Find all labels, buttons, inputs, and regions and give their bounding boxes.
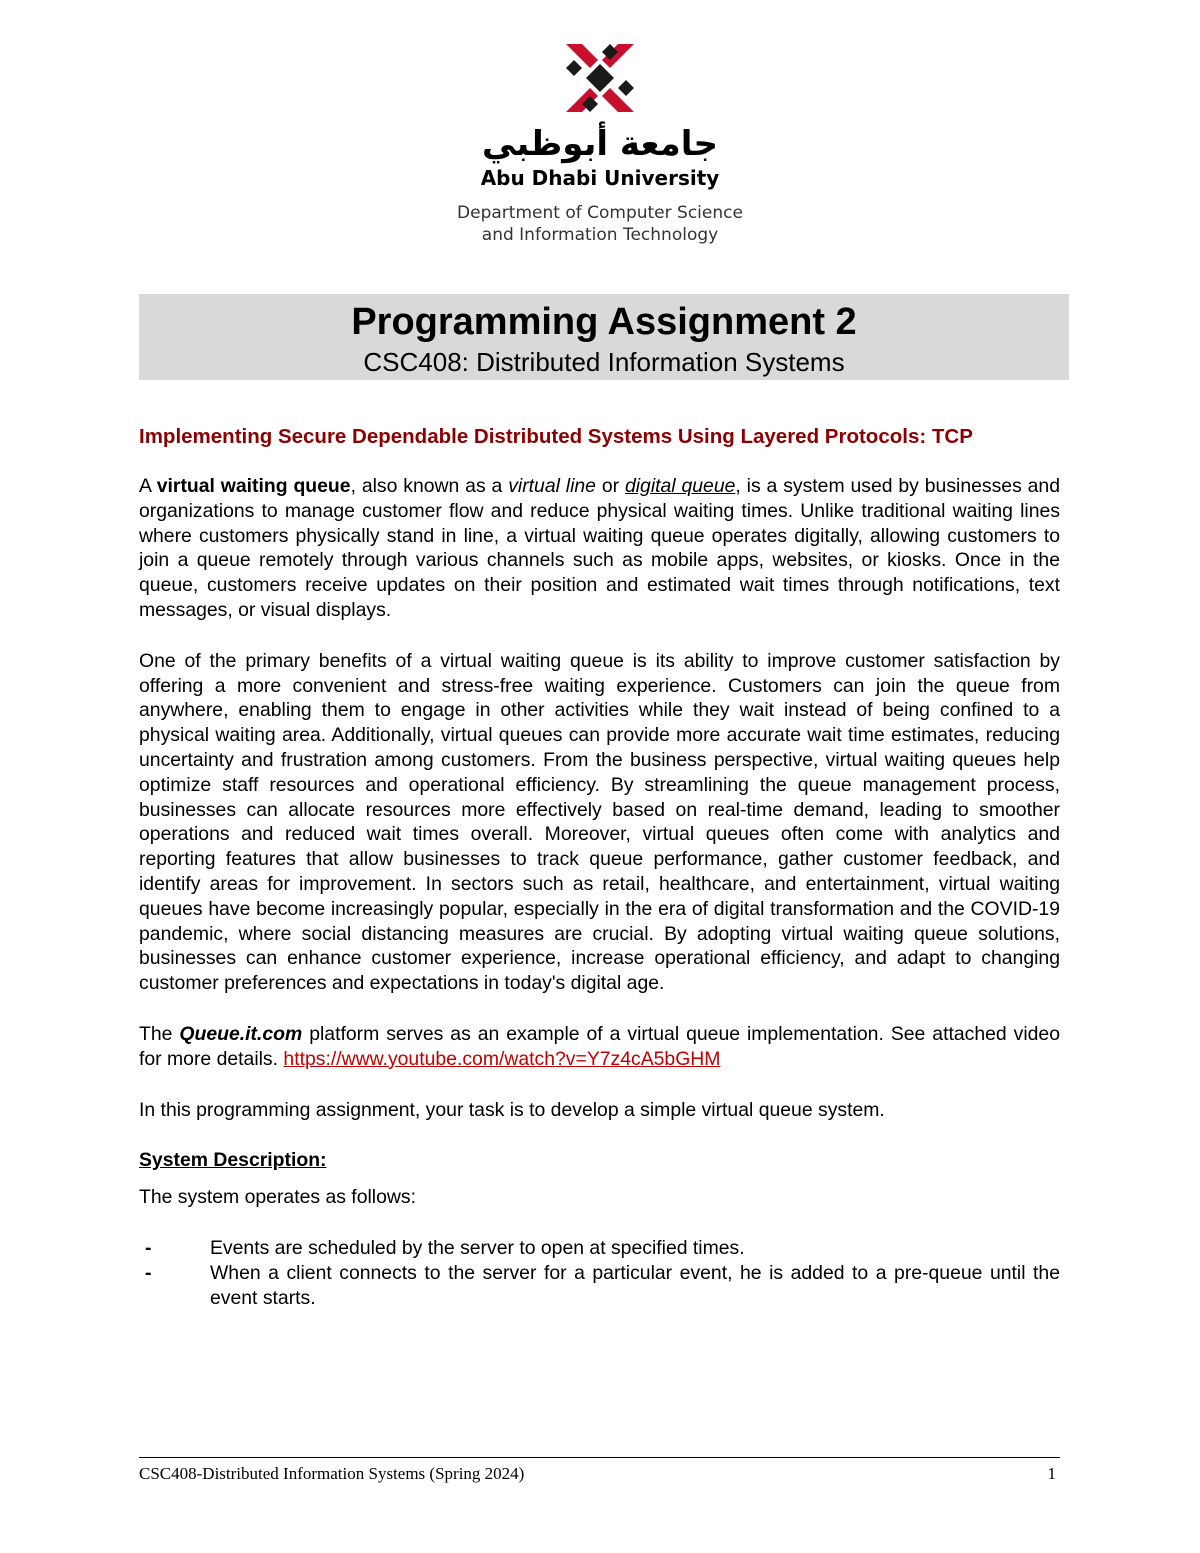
department-line-2: and Information Technology (481, 225, 719, 245)
term-virtual-waiting-queue: virtual waiting queue (156, 475, 351, 497)
queueit-brand: Queue.it.com (179, 1022, 303, 1045)
course-title: CSC408: Distributed Information Systems (363, 347, 845, 377)
system-steps-list (139, 1236, 1060, 1310)
department-line-1: Department of Computer Science (457, 203, 743, 223)
adu-emblem-icon (560, 38, 640, 118)
queueit-paragraph (139, 1022, 1060, 1072)
term-digital-queue: digital queue (624, 475, 736, 497)
task-paragraph: In this programming assignment, your task is to develop a simple virtual queue system. (139, 1098, 885, 1121)
list-item: - Events are scheduled by the server to open at specified times. (139, 1236, 1060, 1261)
youtube-video-link[interactable]: https://www.youtube.com/watch?v=Y7z4cA5bGHM (283, 1047, 721, 1070)
footer-course: CSC408-Distributed Information Systems (Spring 2024) (139, 1464, 525, 1483)
intro-text-d: , is a system used by businesses and organizations to manage customer flow and reduce physical waiting times. Unlike traditional waiting lines where customers physically stand in line, a virtual waiting queue operates digitally, allowing customers to join a queue remotely through various channels such as mobile apps, websites, or kiosks. Once in the queue, customers receive updates on their position and estimated wait times through notifications, text messages, or visual displays. (139, 475, 1060, 621)
section-heading: Implementing Secure Dependable Distributed Systems Using Layered Protocols: TCP (139, 425, 973, 448)
assignment-title: Programming Assignment 2 (351, 301, 857, 343)
system-description-title: System Description: (139, 1149, 327, 1172)
intro-text-a: A (139, 475, 157, 497)
queueit-text-b: platform serves as an example of a virtual queue implementation. See attached video for more details. (139, 1022, 1060, 1070)
intro-text-b: , also known as a (350, 475, 509, 497)
document-body (139, 424, 1060, 1310)
list-item: - When a client connects to the server for a particular event, he is added to a pre-queue until the event starts. (139, 1261, 1060, 1311)
arabic-university-name: جامعة أبوظبي (481, 124, 718, 164)
title-banner (139, 294, 1069, 380)
department-name (0, 202, 1200, 246)
university-name: Abu Dhabi University (480, 166, 720, 190)
intro-text-c: or (595, 475, 625, 497)
term-virtual-line: virtual line (508, 475, 596, 497)
intro-paragraph (139, 474, 1060, 623)
benefits-paragraph: One of the primary benefits of a virtual waiting queue is its ability to improve customer satisfaction by offering a more convenient and stress-free waiting experience. Customers can join the queue from anywhere, enabling them to engage in other activities while they wait instead of being confined to a physical waiting area. Additionally, virtual queues can provide more accurate wait time estimates, reducing uncertainty and frustration among customers. From the business perspective, virtual waiting queues help optimize staff resources and operational efficiency. By streamlining the queue management process, businesses can allocate resources more effectively based on real-time demand, leading to smoother operations and reduced wait times overall. Moreover, virtual queues often come with analytics and reporting features that allow businesses to track queue performance, gather customer feedback, and identify areas for improvement. In sectors such as retail, healthcare, and entertainment, virtual waiting queues have become increasingly popular, especially in the era of digital transformation and the COVID-19 pandemic, where social distancing measures are crucial. By adopting virtual waiting queue solutions, businesses can enhance customer experience, increase operational efficiency, and adapt to changing customer preferences and expectations in today's digital age. (139, 649, 1060, 995)
queueit-text-a: The (139, 1022, 180, 1045)
page-footer (139, 1457, 1060, 1484)
page-number: 1 (1047, 1464, 1056, 1483)
system-intro: The system operates as follows: (139, 1186, 416, 1209)
university-logo (0, 38, 1200, 246)
